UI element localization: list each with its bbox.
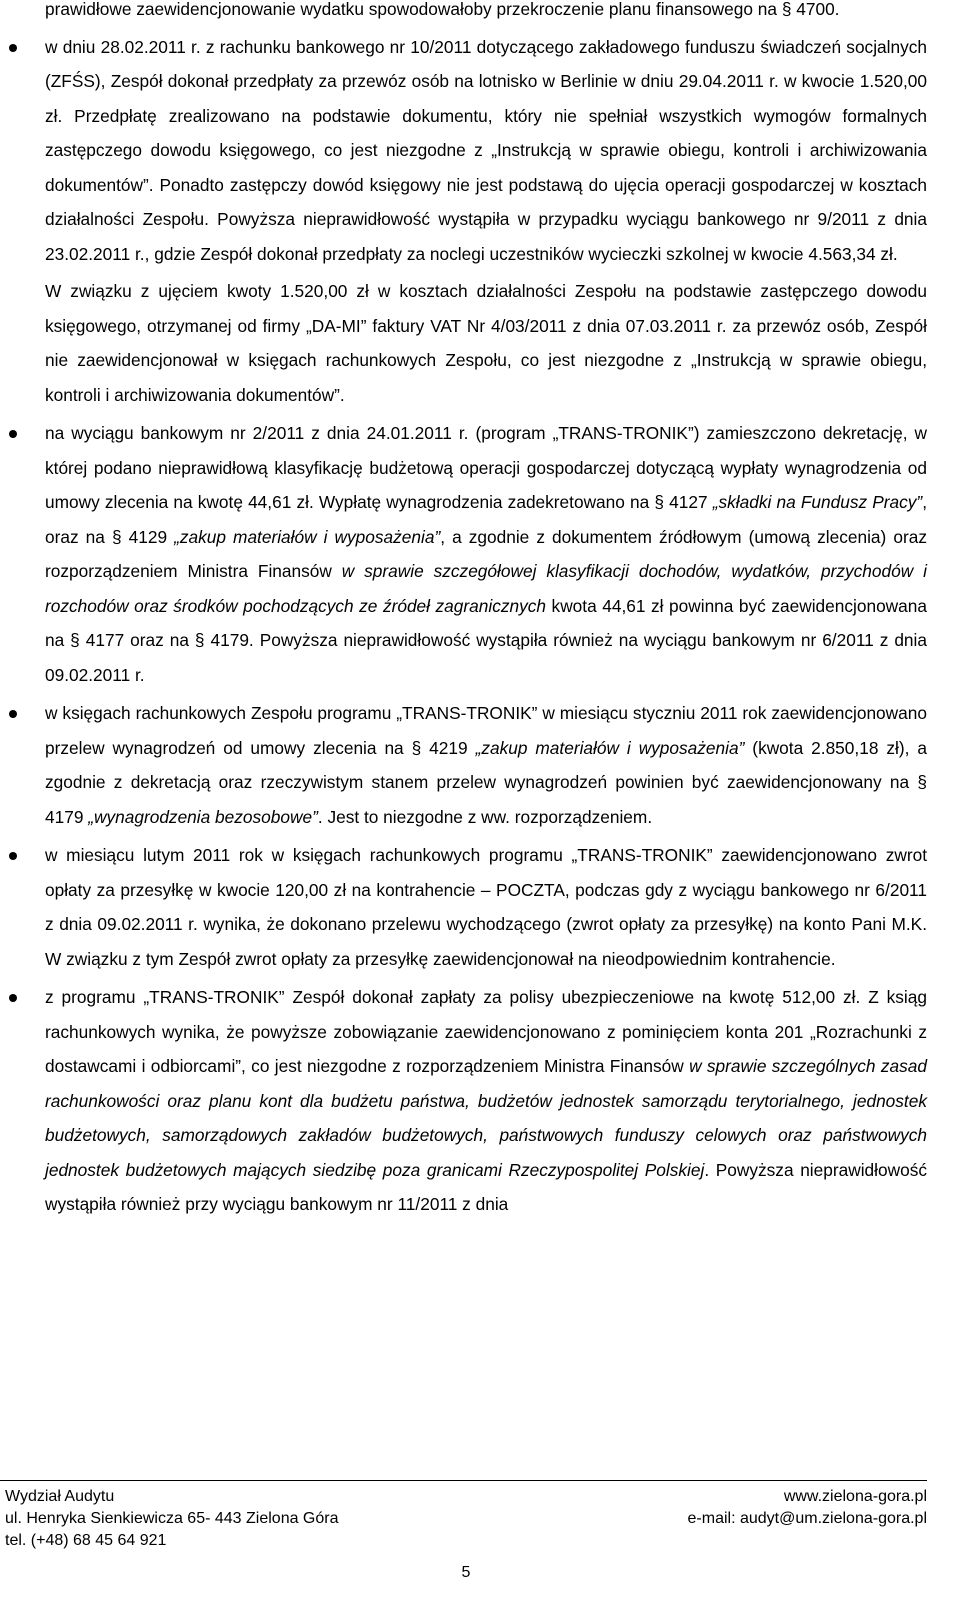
text-run: w dniu 28.02.2011 r. z rachunku bankowego nr 10/2011 dotyczącego zakładowego funduszu świadczeń socjalnych (ZFŚS), Zespół dokonał przedpłaty za przewóz osób na lotnisko w Berlinie w dniu 29.04.2011 r. w kwocie 1.520,00 zł. Przedpłatę zrealizowano na podstawie dokumentu, który nie spełniał wszystkich wymogów formalnych zastępczego dowodu księgowego, co jest niezgodne z „Instrukcją w sprawie obiegu, kontroli i archiwizowania dokumentów”. Ponadto zastępczy dowód księgowy nie jest podstawą do ujęcia operacji gospodarczej w kosztach działalności Zespołu. Powyższa nieprawidłowość wystąpiła w przypadku wyciągu bankowego nr 9/2011 z dnia 23.02.2011 r., gdzie Zespół dokonał przedpłaty za noclegi uczestników wycieczki szkolnej w kwocie 4.563,34 zł. bbox=[45, 36, 927, 264]
list-item-text bbox=[45, 980, 927, 1222]
text-run: W związku z ujęciem kwoty 1.520,00 zł w kosztach działalności Zespołu na podstawie zastępczego dowodu księgowego, otrzymanej od firmy „DA-MI” faktury VAT Nr 4/03/2011 z dnia 07.03.2011 r. za przewóz osób, Zespół nie zaewidencjonował w księgach rachunkowych Zespołu, co jest niezgodne z „Instrukcją w sprawie obiegu, kontroli i archiwizowania dokumentów”. bbox=[45, 281, 927, 405]
paragraph-cost-note bbox=[45, 274, 927, 412]
italic-text-run: w sprawie szczególnych zasad rachunkowości oraz planu kont dla budżetu państwa, budżetów jednostek samorządu terytorialnego, jednostek budżetowych, samorządowych zakładów budżetowych, państwowych funduszy celowych oraz państwowych jednostek budżetowych mających siedzibę poza granicami Rzeczypospolitej Polskiej bbox=[45, 1056, 927, 1180]
list-item-january-transfer bbox=[45, 696, 927, 834]
bullet-icon bbox=[9, 994, 17, 1002]
page-number: 5 bbox=[461, 1564, 471, 1581]
text-run: w miesiącu lutym 2011 rok w księgach rachunkowych programu „TRANS-TRONIK” zaewidencjonowano zwrot opłaty za przesyłkę w kwocie 120,00 zł na kontrahencie – POCZTA, podczas gdy z wyciągu bankowego nr 6/2011 z dnia 09.02.2011 r. wynika, że dokonano przelewu wychodzącego (zwrot opłaty za przesyłkę) na konto Pani M.K. W związku z tym Zespół zwrot opłaty za przesyłkę zaewidencjonował na nieodpowiednim kontrahencie. bbox=[45, 845, 927, 969]
footer-address: ul. Henryka Sienkiewicza 65- 443 Zielona Góra bbox=[5, 1510, 339, 1527]
text-run: , a zgodnie z dokumentem źródłowym (umową zlecenia) oraz rozporządzeniem Ministra Finansów bbox=[45, 526, 927, 581]
footer-department: Wydział Audytu bbox=[5, 1488, 115, 1505]
footer-website[interactable]: www.zielona-gora.pl bbox=[783, 1488, 927, 1505]
bullet-icon bbox=[9, 44, 17, 52]
text-run: na wyciągu bankowym nr 2/2011 z dnia 24.01.2011 r. (program „TRANS-TRONIK”) zamieszczono dekretację, w której podano nieprawidłową klasyfikację budżetową operacji gospodarczej dotyczącą wypłaty wynagrodzenia od umowy zlecenia na kwotę 44,61 zł. Wypłatę wynagrodzenia zadekretowano na § 4127 bbox=[45, 423, 927, 512]
text-run: prawidłowe zaewidencjonowanie wydatku spowodowałoby przekroczenie planu finansowego na § 4700. bbox=[45, 0, 840, 19]
text-run: w księgach rachunkowych Zespołu programu „TRANS-TRONIK” w miesiącu styczniu 2011 rok zaewidencjonowano przelew wynagrodzeń od umowy zlecenia na § 4219 bbox=[45, 703, 927, 758]
italic-text-run: „zakup materiałów i wyposażenia” bbox=[174, 526, 441, 547]
text-run: . Jest to niezgodne z ww. rozporządzeniem. bbox=[317, 806, 653, 827]
list-item-insurance bbox=[45, 980, 927, 1222]
list-item-text bbox=[45, 696, 927, 834]
text-run: z programu „TRANS-TRONIK” Zespół dokonał zapłaty za polisy ubezpieczeniowe na kwotę 512,00 zł. Z ksiąg rachunkowych wynika, że powyższe zobowiązanie zaewidencjonowano z pominięciem konta 201 „Rozrachunki z dostawcami i odbiorcami”, co jest niezgodne z rozporządzeniem Ministra Finansów bbox=[45, 987, 927, 1076]
text-run: . Powyższa nieprawidłowość wystąpiła również przy wyciągu bankowym nr 11/2011 z dnia bbox=[45, 1159, 927, 1214]
document-body bbox=[45, 0, 927, 1222]
text-run: kwota 44,61 zł powinna być zaewidencjonowana na § 4177 oraz na § 4179. Powyższa nieprawidłowość wystąpiła również na wyciągu bankowym nr 6/2011 z dnia 09.02.2011 r. bbox=[45, 595, 927, 685]
bullet-icon bbox=[9, 852, 17, 860]
list-item-february-refund bbox=[45, 838, 927, 976]
footer-divider bbox=[0, 1480, 927, 1481]
text-run: (kwota 2.850,18 zł), a zgodnie z dekretacją oraz rzeczywistym stanem przelew wynagrodzeń powinien być zaewidencjonowany na § 4179 bbox=[45, 737, 927, 827]
continuation-paragraph bbox=[45, 0, 927, 27]
bullet-icon bbox=[9, 710, 17, 718]
italic-text-run: „zakup materiałów i wyposażenia” bbox=[475, 737, 745, 758]
list-item-text bbox=[45, 416, 927, 692]
list-item-classification bbox=[45, 416, 927, 692]
text-run: , oraz na § 4129 bbox=[45, 492, 927, 547]
footer-email[interactable]: e-mail: audyt@um.zielona-gora.pl bbox=[687, 1510, 927, 1527]
page-footer bbox=[0, 1480, 960, 1622]
italic-text-run: w sprawie szczegółowej klasyfikacji dochodów, wydatków, przychodów i rozchodów oraz środków pochodzących ze źródeł zagranicznych bbox=[45, 561, 927, 616]
footer-phone: tel. (+48) 68 45 64 921 bbox=[5, 1532, 167, 1549]
italic-text-run: „składki na Fundusz Pracy” bbox=[712, 492, 923, 512]
list-item-berlin-transport bbox=[45, 30, 927, 272]
bullet-icon bbox=[9, 430, 17, 438]
list-item-text bbox=[45, 30, 927, 272]
list-item-text bbox=[45, 838, 927, 976]
italic-text-run: „wynagrodzenia bezosobowe” bbox=[88, 806, 318, 827]
